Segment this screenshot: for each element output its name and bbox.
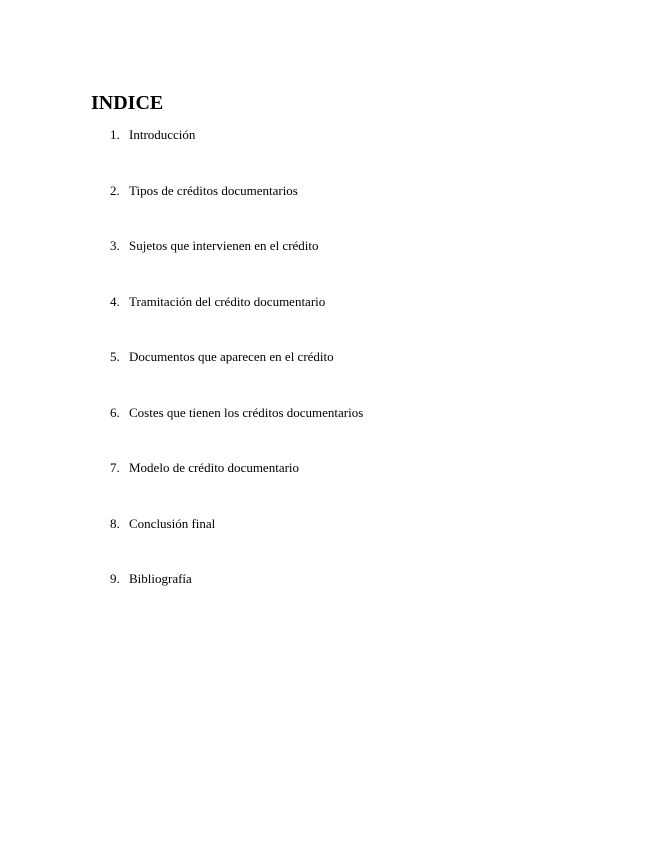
toc-item-label: Sujetos que intervienen en el crédito xyxy=(129,238,319,253)
toc-item-label: Costes que tienen los créditos documentarios xyxy=(129,404,364,420)
toc-item-label: Introducción xyxy=(129,127,196,142)
toc-item-number: 8. xyxy=(110,515,120,531)
toc-item-number: 2. xyxy=(110,182,120,198)
toc-item-number: 6. xyxy=(110,404,120,420)
page-title: INDICE xyxy=(91,92,164,114)
toc-item-label: Documentos que aparecen en el crédito xyxy=(129,349,334,364)
toc-item-label: Modelo de crédito documentario xyxy=(129,460,300,475)
toc-item-number: 9. xyxy=(110,571,120,586)
toc-item-label: Bibliografía xyxy=(129,571,192,586)
toc-item-number: 3. xyxy=(110,238,120,253)
toc-item-number: 1. xyxy=(110,127,120,142)
toc-item-label: Tramitación del crédito documentario xyxy=(129,293,326,309)
toc-item-label: Tipos de créditos documentarios xyxy=(129,182,298,198)
toc-item-number: 7. xyxy=(110,460,120,475)
toc-item-number: 4. xyxy=(110,293,120,309)
toc-item-number: 5. xyxy=(110,349,120,364)
toc-item-label: Conclusión final xyxy=(129,515,216,531)
